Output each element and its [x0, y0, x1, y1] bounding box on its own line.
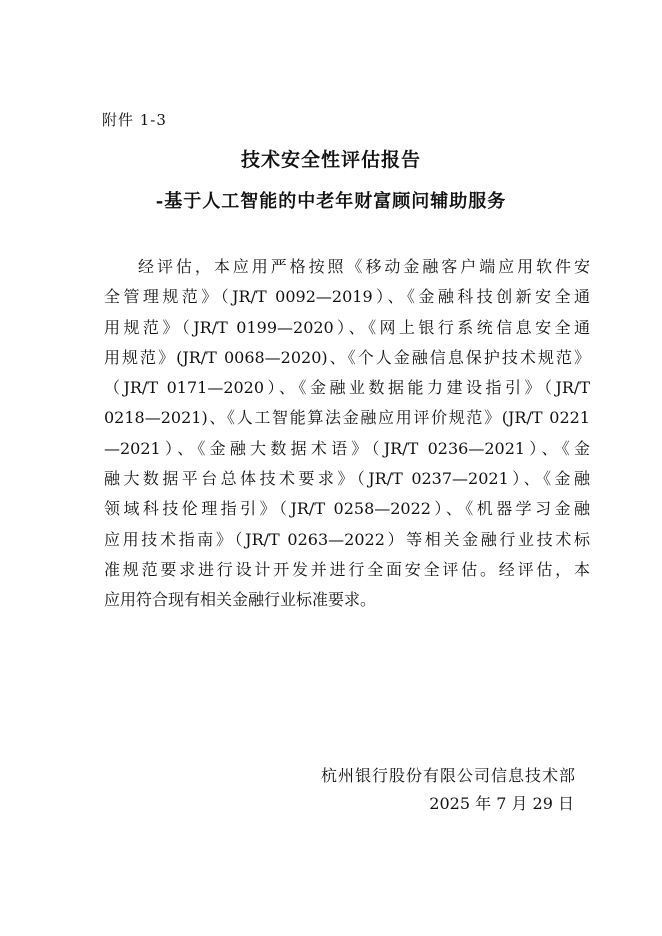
document-title: 技术安全性评估报告 — [240, 149, 421, 171]
body-line: 应用符合现有相关金融行业标准要求。 — [104, 590, 377, 610]
body-line: 经评估，本应用严格按照《移动金融客户端应用软件安 — [138, 257, 590, 276]
body-line: 全管理规范》（JR/T 0092—2019）、《金融科技创新安全通 — [104, 287, 590, 307]
body-line: （JR/T 0171—2020）、《金融业数据能力建设指引》（JR/T — [104, 378, 590, 398]
body-line: 0218—2021)、《人工智能算法金融应用评价规范》(JR/T 0221 — [104, 408, 590, 428]
body-line: 融大数据平台总体技术要求》（JR/T 0237—2021）、《金融 — [104, 469, 590, 489]
signature-date: 2025 年 7 月 29 日 — [429, 794, 574, 813]
body-line: —2021）、《金融大数据术语》（JR/T 0236—2021）、《金 — [104, 438, 590, 458]
body-line: 用规范》(JR/T 0068—2020)、《个人金融信息保护技术规范》 — [104, 347, 590, 367]
attachment-label: 附件 1-3 — [102, 111, 167, 129]
document-subtitle: -基于人工智能的中老年财富顾问辅助服务 — [155, 191, 507, 212]
body-line: 应用技术指南》（JR/T 0263—2022）等相关金融行业技术标 — [104, 529, 590, 549]
body-line: 领域科技伦理指引》（JR/T 0258—2022）、《机器学习金融 — [104, 499, 590, 519]
assessment-body — [104, 252, 590, 616]
signature-organization: 杭州银行股份有限公司信息技术部 — [320, 766, 576, 785]
body-line: 用规范》（JR/T 0199—2020）、《网上银行系统信息安全通 — [104, 317, 590, 337]
body-line: 准规范要求进行设计开发并进行全面安全评估。经评估，本 — [104, 559, 590, 579]
